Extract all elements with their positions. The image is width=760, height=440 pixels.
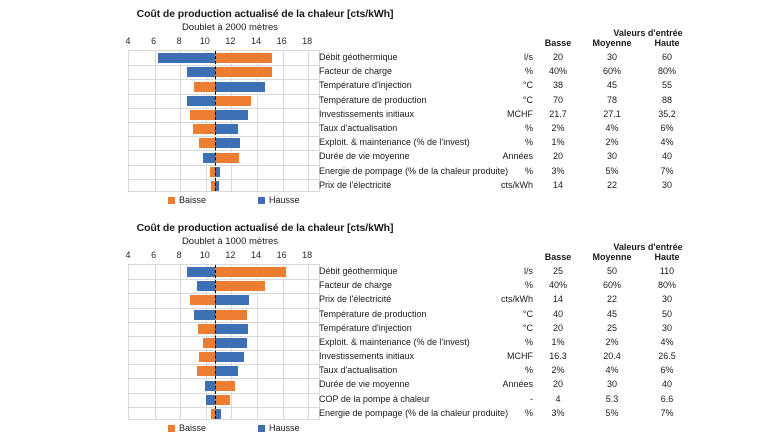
value-moyenne: 50 bbox=[606, 266, 617, 276]
table-row bbox=[315, 377, 760, 391]
bar-low bbox=[215, 310, 247, 320]
x-axis-tick: 16 bbox=[276, 36, 287, 46]
table-row bbox=[315, 50, 760, 64]
parameter-unit: % bbox=[524, 336, 533, 347]
table-row bbox=[315, 78, 760, 92]
parameter-unit: % bbox=[524, 165, 533, 176]
legend-swatch-high bbox=[258, 425, 265, 432]
input-values-heading: Valeurs d'entrée bbox=[613, 242, 683, 252]
bar-low bbox=[215, 395, 230, 405]
value-basse: 14 bbox=[552, 294, 563, 305]
parameter-unit: cts/kWh bbox=[500, 179, 533, 190]
parameter-label: Taux d'actualisation bbox=[319, 365, 398, 376]
value-basse: 21.7 bbox=[549, 108, 567, 119]
bar-high bbox=[197, 281, 215, 291]
chart-title: Coût de production actualisé de la chaleur [cts/kWh] bbox=[136, 8, 394, 20]
parameter-unit: Années bbox=[502, 379, 533, 390]
bar-low bbox=[215, 381, 235, 391]
gridline bbox=[155, 51, 156, 191]
value-moyenne: 30 bbox=[606, 52, 617, 62]
value-haute: 7% bbox=[660, 165, 674, 176]
table-row bbox=[315, 406, 760, 420]
table-header-row bbox=[315, 36, 760, 50]
value-moyenne: 22 bbox=[606, 294, 617, 305]
parameter-label: Débit géothermique bbox=[319, 52, 398, 62]
value-haute: 6% bbox=[660, 122, 674, 133]
chart-legend bbox=[168, 195, 300, 205]
parameter-label: Température d'injection bbox=[319, 80, 412, 91]
value-basse: 14 bbox=[552, 179, 563, 190]
parameter-unit: °C bbox=[522, 80, 533, 91]
bar-high bbox=[187, 96, 215, 106]
column-header-basse: Basse bbox=[544, 38, 572, 48]
table-header-row bbox=[315, 250, 760, 264]
x-axis-tick: 6 bbox=[151, 250, 157, 260]
bar-low bbox=[203, 338, 215, 348]
bar-high bbox=[158, 53, 214, 63]
parameter-unit: Années bbox=[502, 151, 533, 162]
x-axis-tick: 8 bbox=[176, 36, 182, 46]
bar-high bbox=[215, 295, 250, 305]
value-haute: 35.2 bbox=[658, 108, 676, 119]
value-haute: 110 bbox=[659, 266, 675, 276]
x-axis-tick: 18 bbox=[302, 36, 313, 46]
table-row bbox=[315, 349, 760, 363]
table-row bbox=[315, 335, 760, 349]
parameter-label: Exploit. & maintenance (% de l'invest) bbox=[319, 336, 470, 347]
row-separator bbox=[129, 364, 319, 365]
x-axis-tick: 8 bbox=[176, 250, 182, 260]
input-values-heading: Valeurs d'entrée bbox=[613, 28, 683, 38]
table-row bbox=[315, 278, 760, 292]
row-separator bbox=[129, 308, 319, 309]
baseline-marker bbox=[215, 265, 216, 419]
bar-low bbox=[215, 53, 273, 63]
bar-high bbox=[187, 67, 215, 77]
parameter-label: Investissements initiaux bbox=[319, 351, 415, 362]
chart-title: Coût de production actualisé de la chaleur [cts/kWh] bbox=[136, 222, 394, 234]
parameter-label: Débit géothermique bbox=[319, 266, 398, 276]
value-moyenne: 4% bbox=[605, 122, 619, 133]
value-haute: 4% bbox=[660, 336, 674, 347]
table-row bbox=[315, 392, 760, 406]
parameter-label: Exploit. & maintenance (% de l'invest) bbox=[319, 137, 470, 148]
value-basse: 1% bbox=[551, 137, 565, 148]
gridline bbox=[283, 265, 284, 419]
row-separator bbox=[129, 65, 319, 66]
table-row bbox=[315, 363, 760, 377]
parameter-unit: % bbox=[524, 66, 533, 77]
value-haute: 7% bbox=[660, 407, 674, 418]
value-basse: 3% bbox=[551, 407, 565, 418]
row-separator bbox=[129, 165, 319, 166]
parameter-unit: MCHF bbox=[507, 351, 533, 362]
value-moyenne: 45 bbox=[606, 80, 617, 91]
value-moyenne: 27.1 bbox=[603, 108, 621, 119]
value-moyenne: 60% bbox=[602, 280, 621, 291]
column-header-moyenne: Moyenne bbox=[592, 252, 632, 262]
x-axis-tick: 14 bbox=[250, 36, 261, 46]
table-row bbox=[315, 292, 760, 306]
value-haute: 4% bbox=[660, 137, 674, 148]
bar-high bbox=[215, 110, 248, 120]
parameter-label: Energie de pompage (% de la chaleur produite) bbox=[319, 165, 509, 176]
value-moyenne: 22 bbox=[606, 179, 617, 190]
value-basse: 20 bbox=[552, 379, 563, 390]
parameter-label: Energie de pompage (% de la chaleur produite) bbox=[319, 407, 509, 418]
table-row bbox=[315, 93, 760, 107]
x-axis-tick: 6 bbox=[151, 36, 157, 46]
value-moyenne: 5% bbox=[605, 407, 619, 418]
bar-low bbox=[190, 295, 214, 305]
parameter-label: Température d'injection bbox=[319, 322, 412, 333]
value-moyenne: 4% bbox=[605, 365, 619, 376]
value-moyenne: 30 bbox=[606, 379, 617, 390]
bar-high bbox=[215, 324, 248, 334]
bar-low bbox=[190, 110, 214, 120]
plot-area bbox=[128, 50, 320, 192]
tornado-chart-panel-2000m bbox=[0, 0, 760, 215]
x-axis-tick: 10 bbox=[199, 36, 210, 46]
bar-high bbox=[187, 267, 215, 277]
value-haute: 30 bbox=[661, 179, 672, 190]
legend-swatch-low bbox=[168, 425, 175, 432]
legend-label: Baisse bbox=[179, 195, 207, 205]
parameter-unit: MCHF bbox=[507, 108, 533, 119]
value-moyenne: 30 bbox=[606, 151, 617, 162]
bar-high bbox=[215, 138, 241, 148]
parameter-unit: % bbox=[524, 407, 533, 418]
row-separator bbox=[129, 407, 319, 408]
plot-area bbox=[128, 264, 320, 420]
value-haute: 30 bbox=[661, 294, 672, 305]
legend-swatch-low bbox=[168, 197, 175, 204]
bar-high bbox=[206, 395, 215, 405]
column-header-haute: Haute bbox=[654, 252, 680, 262]
value-basse: 40 bbox=[552, 308, 563, 319]
parameter-label: Prix de l'électricité bbox=[319, 179, 392, 190]
parameter-label: COP de la pompe à chaleur bbox=[319, 393, 430, 404]
bar-high bbox=[215, 366, 238, 376]
value-moyenne: 2% bbox=[605, 336, 619, 347]
legend-swatch-high bbox=[258, 197, 265, 204]
row-separator bbox=[129, 79, 319, 80]
value-haute: 55 bbox=[661, 80, 672, 91]
parameter-unit: °C bbox=[522, 308, 533, 319]
gridline bbox=[308, 265, 309, 419]
gridline bbox=[283, 51, 284, 191]
value-basse: 1% bbox=[551, 336, 565, 347]
value-moyenne: 2% bbox=[605, 137, 619, 148]
parameter-unit: cts/kWh bbox=[500, 294, 533, 305]
x-axis-tick: 4 bbox=[125, 36, 131, 46]
x-axis-tick: 18 bbox=[302, 250, 313, 260]
value-basse: 16.3 bbox=[549, 351, 567, 362]
table-row bbox=[315, 107, 760, 121]
x-axis bbox=[125, 36, 320, 50]
value-moyenne: 78 bbox=[606, 94, 617, 105]
row-separator bbox=[129, 94, 319, 95]
row-separator bbox=[129, 122, 319, 123]
bar-low bbox=[199, 138, 214, 148]
legend-item-low bbox=[168, 423, 206, 433]
table-row bbox=[315, 307, 760, 321]
value-haute: 6% bbox=[660, 365, 674, 376]
row-separator bbox=[129, 279, 319, 280]
value-basse: 20 bbox=[552, 52, 563, 62]
value-moyenne: 5.3 bbox=[605, 393, 619, 404]
gridline bbox=[180, 265, 181, 419]
legend-label: Hausse bbox=[269, 195, 300, 205]
value-basse: 40% bbox=[548, 280, 567, 291]
table-row bbox=[315, 321, 760, 335]
baseline-marker bbox=[215, 51, 216, 191]
bar-low bbox=[215, 281, 265, 291]
table-row bbox=[315, 149, 760, 163]
table-row bbox=[315, 178, 760, 192]
tornado-chart-panel-1000m bbox=[0, 215, 760, 440]
column-header-haute: Haute bbox=[654, 38, 680, 48]
parameter-label: Investissements initiaux bbox=[319, 108, 415, 119]
bar-high bbox=[203, 153, 215, 163]
value-basse: 40% bbox=[548, 66, 567, 77]
chart-subtitle: Doublet à 1000 mètres bbox=[181, 236, 279, 247]
legend-item-high bbox=[258, 195, 300, 205]
value-basse: 2% bbox=[551, 365, 565, 376]
row-separator bbox=[129, 293, 319, 294]
value-moyenne: 45 bbox=[606, 308, 617, 319]
value-haute: 40 bbox=[661, 151, 672, 162]
bar-low bbox=[194, 82, 214, 92]
value-basse: 3% bbox=[551, 165, 565, 176]
table-row bbox=[315, 164, 760, 178]
parameter-unit: °C bbox=[522, 322, 533, 333]
bar-low bbox=[193, 124, 215, 134]
value-haute: 60 bbox=[661, 52, 672, 62]
bar-high bbox=[215, 352, 244, 362]
value-basse: 20 bbox=[552, 322, 563, 333]
table-row bbox=[315, 64, 760, 78]
bar-low bbox=[197, 366, 215, 376]
value-basse: 70 bbox=[552, 94, 563, 105]
chart-subtitle: Doublet à 2000 mètres bbox=[181, 22, 279, 33]
row-separator bbox=[129, 378, 319, 379]
parameter-label: Durée de vie moyenne bbox=[319, 379, 410, 390]
value-haute: 88 bbox=[661, 94, 672, 105]
bar-low bbox=[198, 324, 215, 334]
bar-low bbox=[215, 153, 239, 163]
parameter-label: Température de production bbox=[319, 308, 427, 319]
table-row bbox=[315, 264, 760, 278]
bar-high bbox=[215, 82, 265, 92]
value-haute: 26.5 bbox=[658, 351, 676, 362]
parameter-unit: % bbox=[524, 122, 533, 133]
gridline bbox=[155, 265, 156, 419]
legend-item-low bbox=[168, 195, 206, 205]
value-haute: 40 bbox=[661, 379, 672, 390]
bar-low bbox=[215, 67, 273, 77]
value-basse: 20 bbox=[552, 151, 563, 162]
table-row bbox=[315, 135, 760, 149]
parameter-label: Facteur de charge bbox=[319, 280, 393, 291]
legend-label: Hausse bbox=[269, 423, 300, 433]
x-axis-tick: 16 bbox=[276, 250, 287, 260]
x-axis-tick: 10 bbox=[199, 250, 210, 260]
bar-high bbox=[194, 310, 214, 320]
bar-high bbox=[215, 124, 238, 134]
gridline bbox=[180, 51, 181, 191]
x-axis-tick: 14 bbox=[250, 250, 261, 260]
value-moyenne: 60% bbox=[602, 66, 621, 77]
x-axis-tick: 12 bbox=[225, 36, 236, 46]
value-moyenne: 20.4 bbox=[603, 351, 621, 362]
parameter-unit: °C bbox=[522, 94, 533, 105]
column-header-basse: Basse bbox=[544, 252, 572, 262]
bar-high bbox=[215, 338, 247, 348]
parameter-unit: l/s bbox=[524, 52, 533, 62]
bar-low bbox=[199, 352, 214, 362]
parameter-label: Durée de vie moyenne bbox=[319, 151, 410, 162]
table-row bbox=[315, 121, 760, 135]
gridline bbox=[308, 51, 309, 191]
value-basse: 4 bbox=[555, 393, 561, 404]
row-separator bbox=[129, 336, 319, 337]
parameter-unit: - bbox=[530, 393, 533, 404]
x-axis-tick: 4 bbox=[125, 250, 131, 260]
row-separator bbox=[129, 179, 319, 180]
row-separator bbox=[129, 108, 319, 109]
row-separator bbox=[129, 322, 319, 323]
value-haute: 30 bbox=[661, 322, 672, 333]
value-basse: 38 bbox=[552, 80, 563, 91]
x-axis-tick: 12 bbox=[225, 250, 236, 260]
legend-item-high bbox=[258, 423, 300, 433]
bar-low bbox=[215, 267, 287, 277]
value-haute: 50 bbox=[661, 308, 672, 319]
parameter-label: Température de production bbox=[319, 94, 427, 105]
x-axis bbox=[125, 250, 320, 264]
row-separator bbox=[129, 350, 319, 351]
parameter-unit: % bbox=[524, 280, 533, 291]
column-header-moyenne: Moyenne bbox=[592, 38, 632, 48]
row-separator bbox=[129, 136, 319, 137]
row-separator bbox=[129, 150, 319, 151]
row-separator bbox=[129, 393, 319, 394]
bar-high bbox=[205, 381, 215, 391]
value-basse: 25 bbox=[552, 266, 563, 276]
value-basse: 2% bbox=[551, 122, 565, 133]
value-haute: 6.6 bbox=[660, 393, 674, 404]
legend-label: Baisse bbox=[179, 423, 207, 433]
value-moyenne: 5% bbox=[605, 165, 619, 176]
parameter-unit: % bbox=[524, 365, 533, 376]
chart-legend bbox=[168, 423, 300, 433]
parameter-unit: % bbox=[524, 137, 533, 148]
parameter-label: Facteur de charge bbox=[319, 66, 393, 77]
bar-low bbox=[215, 96, 251, 106]
value-moyenne: 25 bbox=[606, 322, 617, 333]
value-haute: 80% bbox=[657, 66, 676, 77]
value-haute: 80% bbox=[657, 280, 676, 291]
parameter-unit: l/s bbox=[524, 266, 533, 276]
parameter-label: Taux d'actualisation bbox=[319, 122, 398, 133]
parameter-label: Prix de l'électricité bbox=[319, 294, 392, 305]
